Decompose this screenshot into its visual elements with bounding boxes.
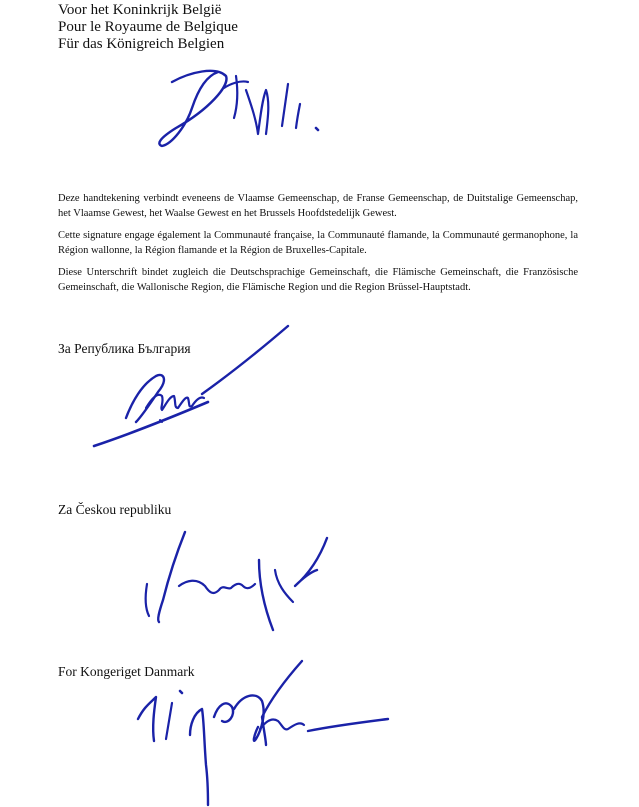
bulgaria-label: За Република България [58,341,191,356]
belgium-paragraph-dutch: Deze handtekening verbindt eveneens de Vlaamse Gemeenschap, de Franse Gemeenschap, de Duitstalige Gemeenschap, het Vlaamse Gewest, het Waalse Gewest en het Brussels Hoofdstedelijk Gewest. [58,193,578,219]
denmark-signature [132,655,394,807]
czech-label: Za Českou republiku [58,502,172,517]
belgium-paragraph-french: Cette signature engage également la Communauté française, la Communauté flamande, la Communauté germanophone, la Région wallonne, la Région flamande et la Région de Bruxelles-Capitale. [58,230,578,256]
belgium-heading-french: Pour le Royaume de Belgique [58,19,238,35]
belgium-paragraph-german: Diese Unterschrift bindet zugleich die Deutschsprachige Gemeinschaft, die Flämische Gemeinschaft, die Französische Gemeinschaft, die Wallonische Region, die Flämische Region und die Region Brüssel-Hauptstadt. [58,267,578,293]
denmark-label: For Kongeriget Danmark [58,664,195,679]
czech-signature [135,530,335,635]
belgium-heading-german: Für das Königreich Belgien [58,36,225,52]
bulgaria-signature [90,322,300,457]
belgium-signature [150,60,340,150]
belgium-heading-dutch: Voor het Koninkrijk België [58,2,222,18]
